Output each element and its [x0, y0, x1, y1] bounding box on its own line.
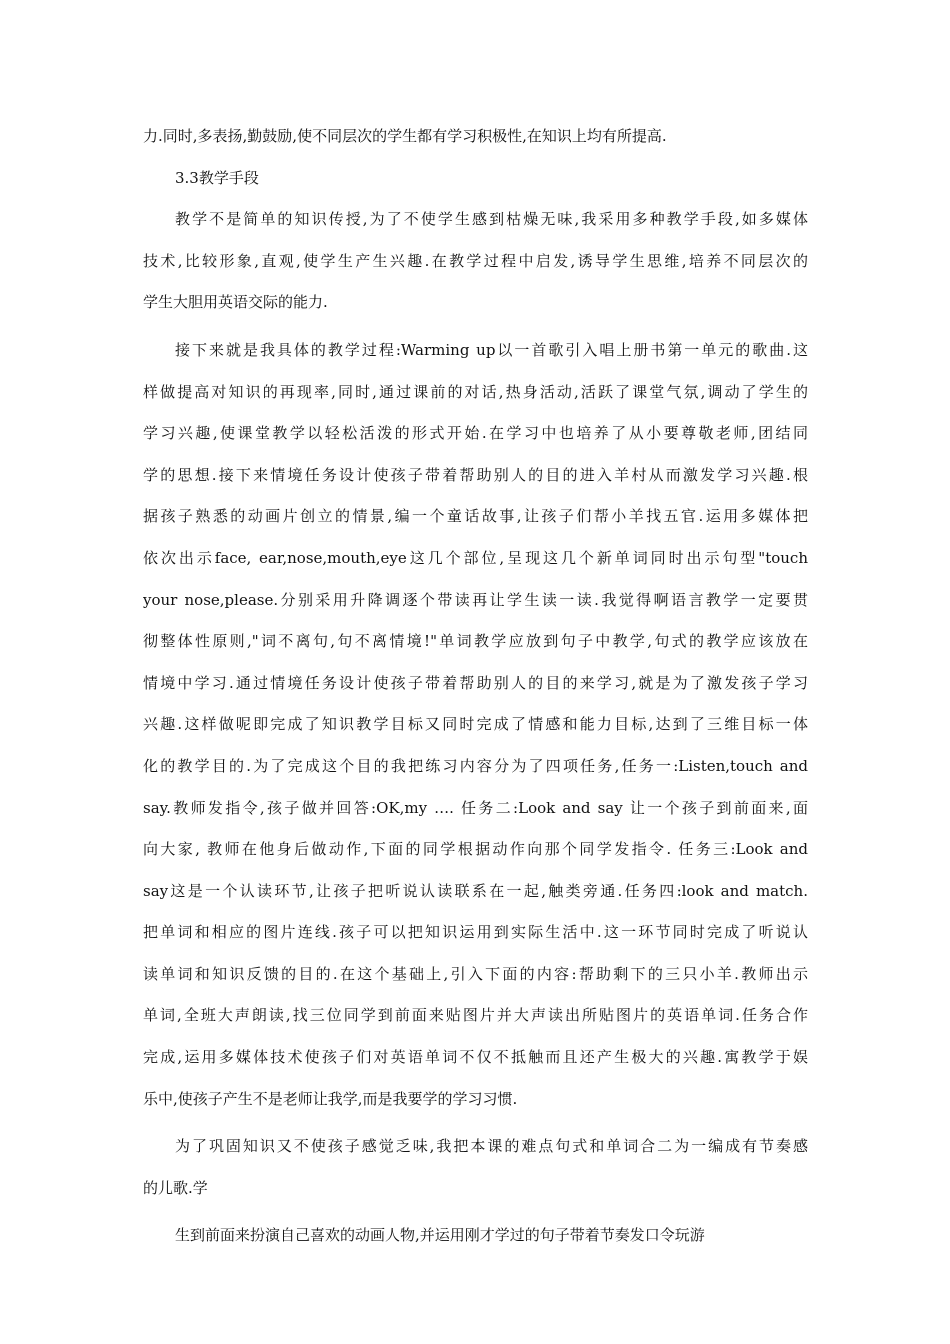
paragraph: [143, 199, 808, 324]
text-line: 乐中,使孩子产生不是老师让我学,而是我要学的学习习惯.: [143, 1089, 518, 1108]
text-line: 样做提高对知识的再现率,同时,通过课前的对话,热身活动,活跃了课堂气氛,调动了学生的: [143, 382, 808, 401]
paragraph: [143, 1126, 808, 1209]
text-line: 力.同时,多表扬,勤鼓励,使不同层次的学生都有学习积极性,在知识上均有所提高.: [143, 127, 667, 145]
text-line: 向大家, 教师在他身后做动作,下面的同学根据动作向那个同学发指令. 任务三:Look and: [143, 840, 808, 859]
text-line: your nose,please.分别采用升降调逐个带读再让学生读一读.我觉得啊语言教学一定要贯: [143, 590, 808, 609]
text-line: 单词,全班大声朗读,找三位同学到前面来贴图片并大声读出所贴图片的英语单词.任务合作: [143, 1006, 808, 1025]
text-line: 学习兴趣,使课堂教学以轻松活泼的形式开始.在学习中也培养了从小要尊敬老师,团结同: [143, 424, 808, 443]
text-line: 依次出示face, ear,nose,mouth,eye这几个部位,呈现这几个新单词同时出示句型"touch: [143, 548, 808, 567]
text-line: 学生大胆用英语交际的能力.: [143, 293, 328, 312]
text-line: 据孩子熟悉的动画片创立的情景,编一个童话故事,让孩子们帮小羊找五官.运用多媒体把: [143, 507, 808, 526]
section-heading: [143, 158, 808, 200]
document-body: [143, 116, 808, 1257]
text-line: 读单词和知识反馈的目的.在这个基础上,引入下面的内容:帮助剩下的三只小羊.教师出示: [143, 964, 808, 983]
text-line: 学的思想.接下来情境任务设计使孩子带着帮助别人的目的进入羊村从而激发学习兴趣.根: [143, 465, 808, 484]
text-line: say这是一个认读环节,让孩子把听说认读联系在一起,触类旁通.任务四:look and match.: [143, 881, 808, 900]
text-line: 化的教学目的.为了完成这个目的我把练习内容分为了四项任务,任务一:Listen,touch and: [143, 756, 808, 775]
text-line: 教学不是简单的知识传授,为了不使学生感到枯燥无味,我采用多种教学手段,如多媒体: [175, 210, 808, 229]
text-line: 的儿歌.学: [143, 1178, 208, 1197]
paragraph: [143, 1215, 808, 1257]
text-line: 3.3教学手段: [175, 168, 259, 187]
text-line: 情境中学习.通过情境任务设计使孩子带着帮助别人的目的来学习,就是为了激发孩子学习: [143, 673, 808, 692]
text-line: 技术,比较形象,直观,使学生产生兴趣.在教学过程中启发,诱导学生思维,培养不同层次的: [143, 251, 808, 270]
text-line: 为了巩固知识又不使孩子感觉乏味,我把本课的难点句式和单词合二为一编成有节奏感: [175, 1137, 808, 1156]
text-line: 兴趣.这样做呢即完成了知识教学目标又同时完成了情感和能力目标,达到了三维目标一体: [143, 715, 808, 734]
paragraph: [143, 330, 808, 1120]
text-line: 生到前面来扮演自己喜欢的动画人物,并运用刚才学过的句子带着节奏发口令玩游: [175, 1226, 705, 1245]
paragraph: [143, 116, 808, 158]
text-line: 把单词和相应的图片连线.孩子可以把知识运用到实际生活中.这一环节同时完成了听说认: [143, 923, 808, 942]
text-line: say.教师发指令,孩子做并回答:OK,my …. 任务二:Look and say 让一个孩子到前面来,面: [143, 798, 808, 817]
text-line: 彻整体性原则,"词不离句,句不离情境!"单词教学应放到句子中教学,句式的教学应该放在: [143, 632, 808, 651]
text-line: 接下来就是我具体的教学过程:Warming up以一首歌引入唱上册书第一单元的歌曲.这: [175, 340, 808, 359]
text-line: 完成,运用多媒体技术使孩子们对英语单词不仅不抵触而且还产生极大的兴趣.寓教学于娱: [143, 1048, 808, 1067]
